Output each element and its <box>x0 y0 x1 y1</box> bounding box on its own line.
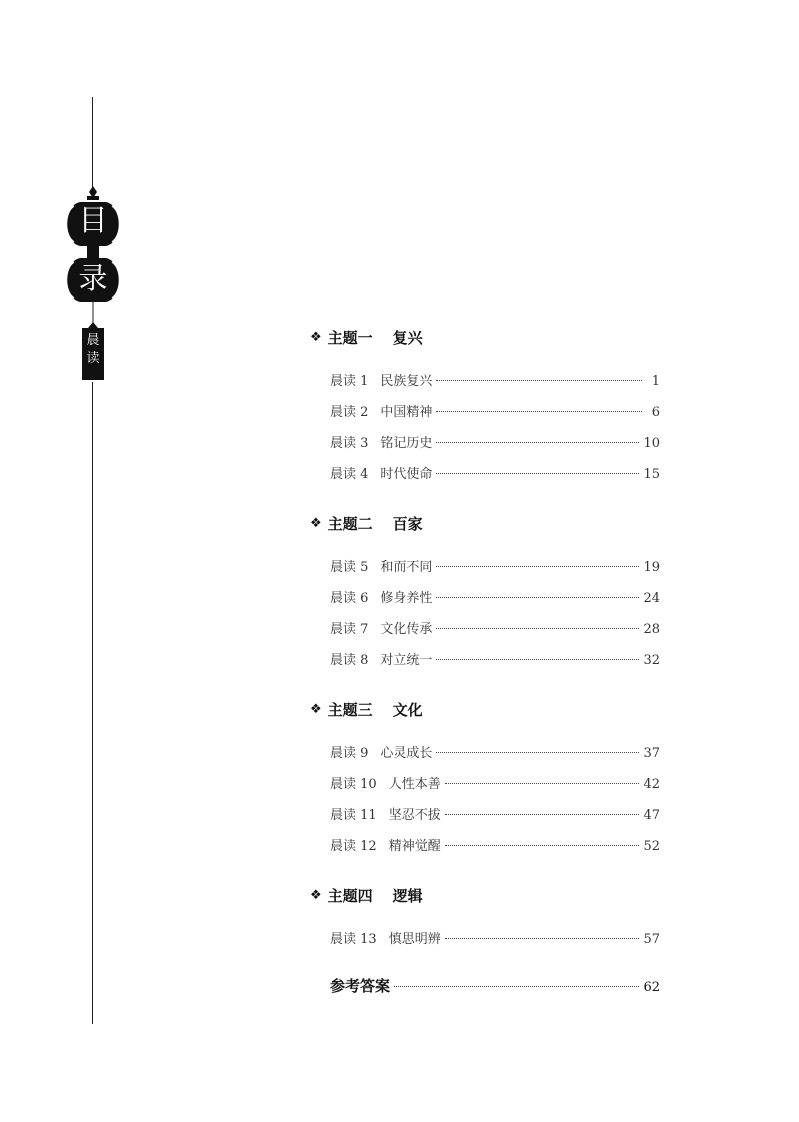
entry-label: 晨读 13 <box>330 932 377 947</box>
toc-entry[interactable] <box>310 800 660 831</box>
toc-entry[interactable] <box>310 583 660 614</box>
section-title: 主题四 <box>327 886 373 905</box>
decor-line-top <box>92 97 93 191</box>
tag-char-du: 读 <box>86 351 100 366</box>
dot-leader <box>436 752 639 753</box>
dot-leader <box>394 986 639 987</box>
dot-leader <box>436 566 639 567</box>
dot-leader <box>445 845 640 846</box>
entry-label: 晨读 5 <box>330 560 369 575</box>
toc-entry[interactable] <box>310 738 660 769</box>
section-1 <box>310 318 660 490</box>
section-4 <box>310 876 660 955</box>
section-title: 主题二 <box>327 514 373 533</box>
section-heading[interactable] <box>310 504 660 542</box>
diamond-icon: ❖ <box>310 329 322 345</box>
entry-page: 52 <box>643 839 660 854</box>
toc-entry[interactable] <box>310 459 660 490</box>
entry-name: 精神觉醒 <box>388 839 441 854</box>
toc-char-lu: 录 <box>78 261 108 295</box>
entry-page: 24 <box>643 591 660 606</box>
entry-label: 晨读 3 <box>330 436 369 451</box>
entry-label: 晨读 12 <box>330 839 377 854</box>
entry-label: 晨读 7 <box>330 622 369 637</box>
entry-name: 坚忍不拔 <box>388 808 441 823</box>
entry-page: 42 <box>643 777 660 792</box>
entry-label: 晨读 1 <box>330 374 369 389</box>
toc-entry[interactable] <box>310 552 660 583</box>
entry-page: 28 <box>643 622 660 637</box>
entry-page: 32 <box>643 653 660 668</box>
toc-entry[interactable] <box>310 769 660 800</box>
entry-label: 晨读 4 <box>330 467 369 482</box>
section-3 <box>310 690 660 862</box>
entry-page: 10 <box>643 436 660 451</box>
entry-label: 晨读 10 <box>330 777 377 792</box>
entry-name: 慎思明辨 <box>388 932 441 947</box>
dot-leader <box>436 597 639 598</box>
dot-leader <box>436 442 639 443</box>
entry-label: 晨读 8 <box>330 653 369 668</box>
entry-label: 晨读 11 <box>330 808 377 823</box>
toc-char-mu: 目 <box>78 203 108 237</box>
entry-label: 晨读 9 <box>330 746 369 761</box>
dot-leader <box>436 628 639 629</box>
dot-leader <box>445 938 640 939</box>
entry-page: 37 <box>643 746 660 761</box>
section-subtitle: 文化 <box>392 700 423 719</box>
diamond-icon: ❖ <box>310 515 322 531</box>
section-subtitle: 逻辑 <box>392 886 423 905</box>
table-of-contents <box>310 318 660 1003</box>
toc-entry[interactable] <box>310 397 660 428</box>
dot-leader <box>445 814 640 815</box>
toc-entry[interactable] <box>310 645 660 676</box>
answer-label: 参考答案 <box>330 977 391 995</box>
section-subtitle: 百家 <box>392 514 423 533</box>
answer-key-entry[interactable] <box>310 969 660 1003</box>
toc-entry[interactable] <box>310 614 660 645</box>
entry-label: 晨读 2 <box>330 405 369 420</box>
toc-entry[interactable] <box>310 924 660 955</box>
dot-leader <box>436 659 639 660</box>
section-heading[interactable] <box>310 690 660 728</box>
entry-name: 文化传承 <box>380 622 433 637</box>
section-heading[interactable] <box>310 318 660 356</box>
section-title: 主题一 <box>327 328 373 347</box>
entry-page: 19 <box>643 560 660 575</box>
entry-name: 时代使命 <box>380 467 433 482</box>
entry-page: 57 <box>643 932 660 947</box>
diamond-icon: ❖ <box>310 701 322 717</box>
dot-leader <box>436 473 639 474</box>
entry-name: 对立统一 <box>380 653 433 668</box>
dot-leader <box>445 783 640 784</box>
entry-name: 铭记历史 <box>380 436 433 451</box>
dot-leader <box>436 380 642 381</box>
decor-line-bottom <box>92 382 93 1024</box>
entry-page: 1 <box>651 374 660 389</box>
entry-name: 人性本善 <box>388 777 441 792</box>
entry-name: 和而不同 <box>380 560 433 575</box>
tag-char-chen: 晨 <box>86 333 100 348</box>
entry-name: 民族复兴 <box>380 374 433 389</box>
section-heading[interactable] <box>310 876 660 914</box>
toc-entry[interactable] <box>310 831 660 862</box>
entry-name: 中国精神 <box>380 405 433 420</box>
toc-entry[interactable] <box>310 366 660 397</box>
dot-leader <box>436 411 642 412</box>
answer-page: 62 <box>643 980 660 995</box>
section-2 <box>310 504 660 676</box>
section-subtitle: 复兴 <box>392 328 423 347</box>
diamond-icon: ❖ <box>310 887 322 903</box>
entry-page: 6 <box>651 405 660 420</box>
entry-name: 心灵成长 <box>380 746 433 761</box>
entry-page: 47 <box>643 808 660 823</box>
toc-entry[interactable] <box>310 428 660 459</box>
entry-name: 修身养性 <box>380 591 433 606</box>
entry-page: 15 <box>643 467 660 482</box>
entry-label: 晨读 6 <box>330 591 369 606</box>
section-title: 主题三 <box>327 700 373 719</box>
